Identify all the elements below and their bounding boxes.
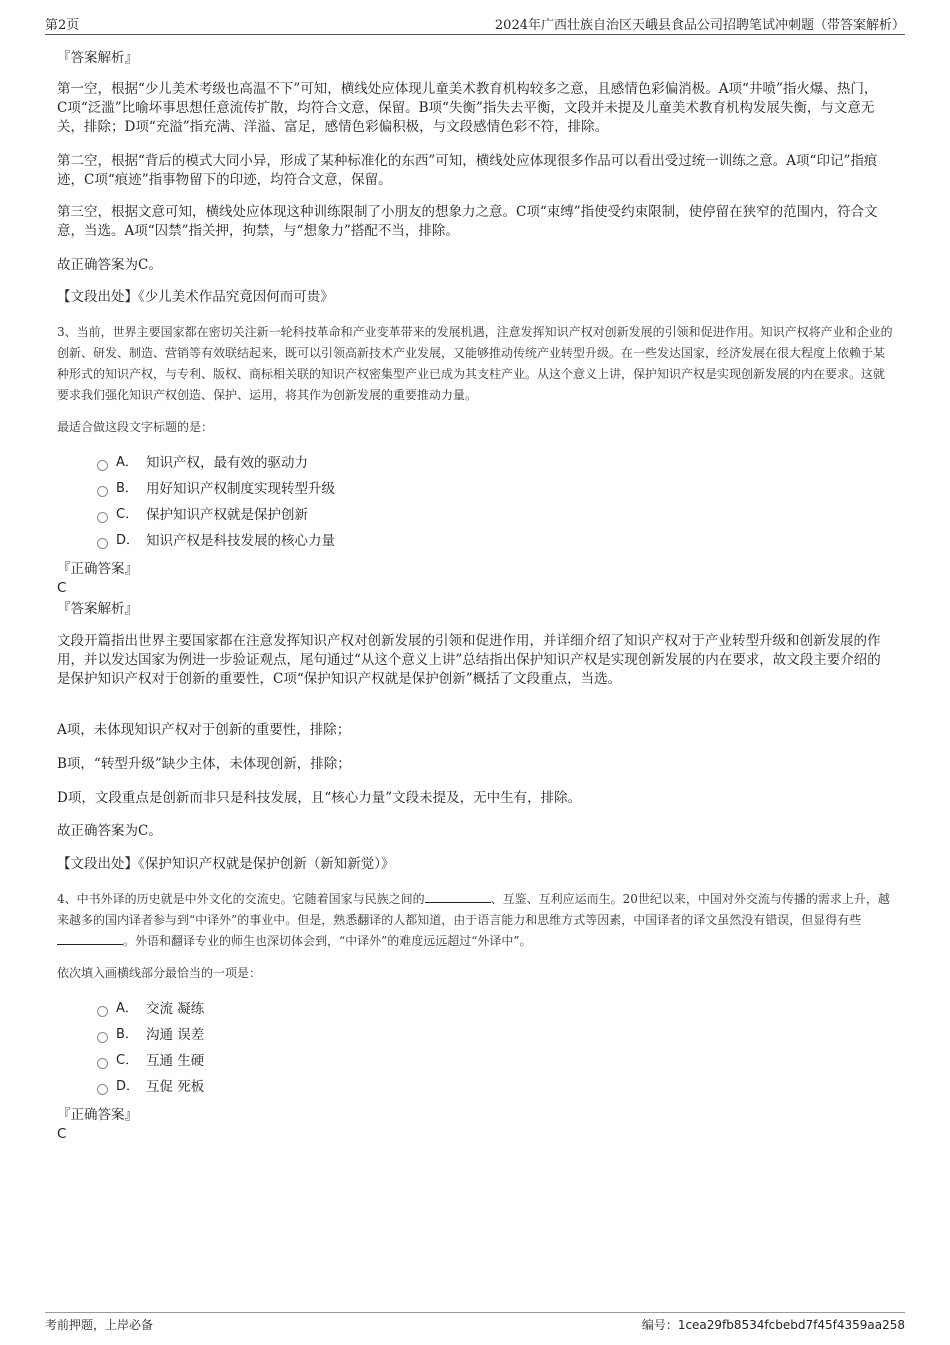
- radio-icon[interactable]: [97, 1058, 108, 1069]
- q3-analysis: 文段开篇指出世界主要国家都在注意发挥知识产权对创新发展的引领和促进作用，并详细介绍了知识产权对于产业转型升级和创新发展的作用，并以发达国家为例进一步验证观点，尾句通过“从这个意义上讲”总结指出保护知识产权是实现创新发展的内在要求，故文段主要介绍的是保护知识产权对于创新的重要性，C项“保护知识产权就是保护创新”概括了文段重点，当选。: [57, 633, 881, 687]
- q4-stem: 4、中书外译的历史就是中外文化的交流史。它随着国家与民族之间的 、互鉴、互利应运而生。20世纪以来，中国对外交流与传播的需求上升，越来越多的国内译者参与到“中译外”的事业中。但是，熟悉翻译的人都知道，由于语言能力和思维方式等因素，中国译者的译文虽然没有错误，但显得有些。外语和翻译专业的师生也深切体会到，“中译外”的难度远远超过“外译中”。: [57, 889, 895, 952]
- q3-source: 【文段出处】《保护知识产权就是保护创新（新知新觉）》: [57, 856, 395, 872]
- q3-stem: 3、当前，世界主要国家都在密切关注新一轮科技革命和产业变革带来的发展机遇，注意发挥知识产权对创新发展的引领和促进作用。知识产权将产业和企业的创新、研发、制造、营销等有效联结起来，既可以引领高新技术产业发展，又能够推动传统产业转型升级。在一些发达国家，经济发展在很大程度上依赖于某种形式的知识产权，与专利、版权、商标相关联的知识产权密集型产业已成为其支柱产业。从这个意义上讲，保护知识产权是实现创新发展的内在要求。这就要求我们强化知识产权创造、保护、运用，将其作为创新发展的重要推动力量。: [57, 325, 893, 402]
- radio-icon[interactable]: [97, 1084, 108, 1095]
- q3-option-a[interactable]: A． 知识产权，最有效的驱动力: [97, 453, 308, 473]
- q3-option-b[interactable]: B． 用好知识产权制度实现转型升级: [97, 479, 335, 499]
- radio-icon[interactable]: [97, 1032, 108, 1043]
- q2-source: 【文段出处】《少儿美术作品究竟因何而可贵》: [57, 289, 334, 305]
- q4-answer: C: [57, 1126, 67, 1142]
- q3-conclusion: 故正确答案为C。: [57, 823, 162, 839]
- blank-line: [425, 889, 491, 903]
- q4-option-d[interactable]: D． 互促 死板: [97, 1077, 204, 1097]
- q3-note-b: B项，“转型升级”缺少主体，未体现创新，排除；: [57, 756, 351, 772]
- q2-conclusion: 故正确答案为C。: [57, 257, 162, 273]
- q3-answer: C: [57, 580, 67, 596]
- q3-note-d: D项，文段重点是创新而非只是科技发展，且“核心力量”文段未提及，无中生有，排除。: [57, 790, 582, 806]
- q4-option-a[interactable]: A． 交流 凝练: [97, 999, 204, 1019]
- footer-serial: 编号：1cea29fb8534fcbebd7f45f4359aa258: [641, 1318, 905, 1332]
- radio-icon[interactable]: [97, 486, 108, 497]
- q3-analysis-label: 『答案解析』: [57, 601, 138, 617]
- q2-analysis-para1: 第一空，根据“少儿美术考级也高温不下”可知，横线处应体现儿童美术教育机构较多之意，且感情色彩偏消极。A项“井喷”指火爆、热门，C项“泛滥”比喻坏事思想任意流传扩散，均符合文意，保留。B项“失衡”指失去平衡，文段并未提及儿童美术教育机构发展失衡，与文意无关，排除；D项“充溢”指充满、洋溢、富足，感情色彩偏积极，与文段感情色彩不符，排除。: [57, 81, 878, 135]
- page-number: 第2页: [45, 18, 80, 33]
- q4-option-b[interactable]: B． 沟通 误差: [97, 1025, 204, 1045]
- radio-icon[interactable]: [97, 1006, 108, 1017]
- page-header: [45, 14, 905, 35]
- q2-analysis-para2: 第二空，根据“背后的模式大同小异，形成了某种标准化的东西”可知，横线处应体现很多作品可以看出受过统一训练之意。A项“印记”指痕迹，C项“痕迹”指事物留下的印迹，均符合文意，保留。: [57, 153, 878, 188]
- q3-note-a: A项，未体现知识产权对于创新的重要性，排除；: [57, 722, 351, 738]
- page-footer: [45, 1312, 905, 1332]
- q3-option-d[interactable]: D． 知识产权是科技发展的核心力量: [97, 531, 335, 551]
- q2-analysis-para3: 第三空，根据文意可知，横线处应体现这种训练限制了小朋友的想象力之意。C项“束缚”指使受约束限制，使停留在狭窄的范围内，符合文意，当选。A项“囚禁”指关押，拘禁，与“想象力”搭配不当，排除。: [57, 204, 878, 239]
- document-title: 2024年广西壮族自治区天峨县食品公司招聘笔试冲刺题（带答案解析）: [494, 18, 905, 33]
- radio-icon[interactable]: [97, 538, 108, 549]
- q3-answer-label: 『正确答案』: [57, 561, 138, 577]
- q2-analysis-label: 『答案解析』: [57, 50, 138, 66]
- q4-option-c[interactable]: C． 互通 生硬: [97, 1051, 204, 1071]
- radio-icon[interactable]: [97, 460, 108, 471]
- q3-option-c[interactable]: C． 保护知识产权就是保护创新: [97, 505, 308, 525]
- q4-question: 依次填入画横线部分最恰当的一项是：: [57, 966, 262, 980]
- radio-icon[interactable]: [97, 512, 108, 523]
- q4-answer-label: 『正确答案』: [57, 1107, 138, 1123]
- footer-slogan: 考前押题，上岸必备: [45, 1318, 154, 1332]
- q3-question: 最适合做这段文字标题的是：: [57, 420, 214, 434]
- blank-line: [57, 931, 123, 945]
